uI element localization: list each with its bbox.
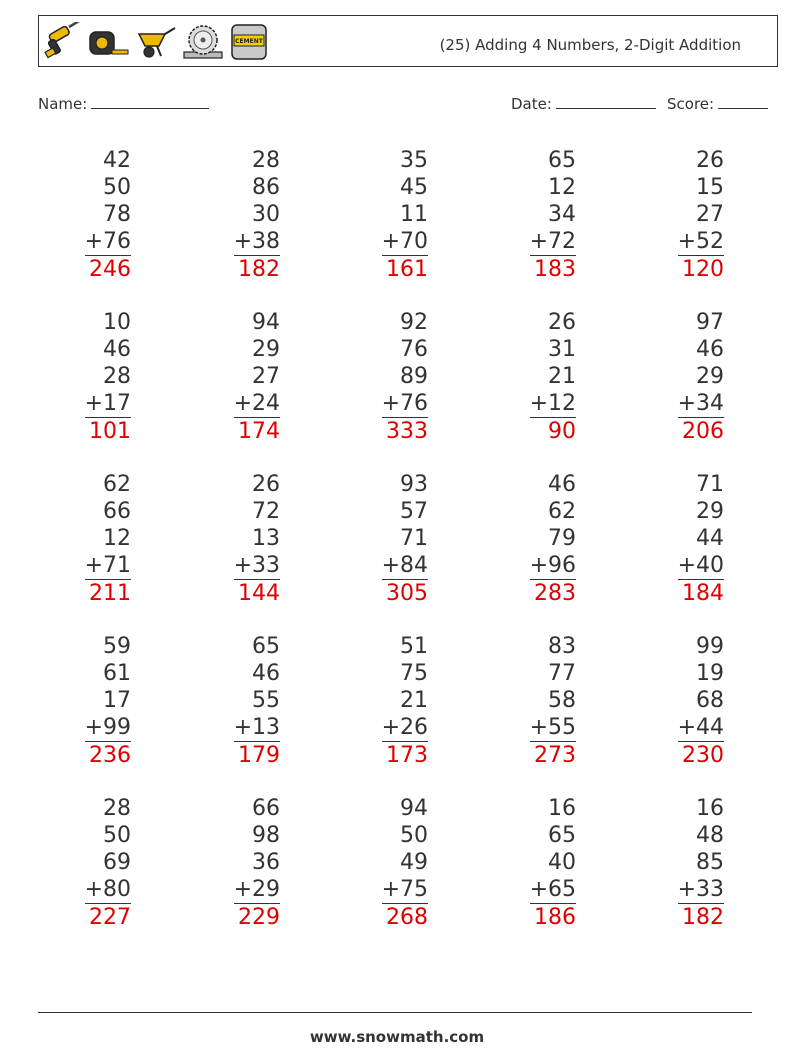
problem-addend: 28 (103, 364, 131, 389)
name-line (91, 94, 209, 109)
problem-addend: 12 (548, 175, 576, 200)
problem-stack (85, 309, 131, 445)
problem-addend: 16 (696, 796, 724, 821)
problem-addend: 97 (696, 310, 724, 335)
problem-answer: 273 (534, 743, 576, 768)
problem-addend: 27 (696, 202, 724, 227)
problem-stack (85, 633, 131, 769)
problem-addend-last: +99 (84, 715, 131, 740)
problem-addend: 89 (400, 364, 428, 389)
problem-addend: 71 (400, 526, 428, 551)
problem-answer: 179 (238, 743, 280, 768)
addition-problem (328, 795, 428, 931)
problem-addend: 94 (400, 796, 428, 821)
problem-addend-last: +13 (233, 715, 280, 740)
problem-stack (530, 471, 576, 607)
addition-problem (328, 633, 428, 769)
cement-bag-icon (229, 22, 269, 62)
saw-blade-icon (182, 22, 224, 60)
footer-site: www.snowmath.com (309, 1028, 485, 1046)
addition-problem (180, 633, 280, 769)
addition-problem (476, 633, 576, 769)
name-field (38, 94, 209, 113)
problem-addend: 66 (103, 499, 131, 524)
addition-problem (31, 471, 131, 607)
problem-answer: 90 (548, 419, 576, 444)
problem-addend: 75 (400, 661, 428, 686)
drill-icon (43, 22, 83, 60)
problem-addend-last: +96 (529, 553, 576, 578)
cement-label: CEMENT (235, 38, 263, 45)
problem-addend: 27 (252, 364, 280, 389)
problem-addend: 35 (400, 148, 428, 173)
problem-addend: 13 (252, 526, 280, 551)
problem-addend-last: +55 (529, 715, 576, 740)
problem-stack (678, 795, 724, 931)
problem-addend-last: +12 (529, 391, 576, 416)
problem-addend: 21 (548, 364, 576, 389)
problem-addend: 29 (252, 337, 280, 362)
problem-answer: 246 (89, 257, 131, 282)
problem-addend: 86 (252, 175, 280, 200)
problem-addend: 50 (400, 823, 428, 848)
problem-addend: 46 (548, 472, 576, 497)
problem-addend: 72 (252, 499, 280, 524)
problem-addend-last: +76 (381, 391, 428, 416)
addition-problem (476, 471, 576, 607)
problem-addend: 76 (400, 337, 428, 362)
problem-answer: 182 (238, 257, 280, 282)
problem-answer: 333 (386, 419, 428, 444)
problem-addend: 36 (252, 850, 280, 875)
problem-addend-last: +52 (677, 229, 724, 254)
problem-addend: 59 (103, 634, 131, 659)
problem-addend: 46 (696, 337, 724, 362)
addition-problem (31, 633, 131, 769)
addition-problem (328, 147, 428, 283)
problem-addend: 28 (252, 148, 280, 173)
problem-stack (382, 795, 428, 931)
problem-addend: 26 (696, 148, 724, 173)
problem-addend-last: +80 (84, 877, 131, 902)
addition-problem (476, 309, 576, 445)
problem-addend-last: +75 (381, 877, 428, 902)
addition-problem (180, 147, 280, 283)
header-box (38, 15, 778, 67)
problem-answer: 101 (89, 419, 131, 444)
problem-addend: 19 (696, 661, 724, 686)
problem-addend-last: +44 (677, 715, 724, 740)
problem-addend: 46 (252, 661, 280, 686)
addition-problem (624, 633, 724, 769)
problem-addend-last: +24 (233, 391, 280, 416)
problem-answer: 161 (386, 257, 428, 282)
problem-answer: 229 (238, 905, 280, 930)
problem-answer: 144 (238, 581, 280, 606)
problem-answer: 182 (682, 905, 724, 930)
problem-addend: 83 (548, 634, 576, 659)
problem-addend: 17 (103, 688, 131, 713)
score-field (667, 94, 768, 113)
problem-answer: 206 (682, 419, 724, 444)
problem-addend: 78 (103, 202, 131, 227)
problem-stack (234, 309, 280, 445)
problem-addend: 26 (548, 310, 576, 335)
problem-addend: 16 (548, 796, 576, 821)
problem-addend: 65 (548, 823, 576, 848)
name-label: Name: (38, 95, 88, 113)
footer-divider (38, 1012, 752, 1013)
problem-addend: 68 (696, 688, 724, 713)
problem-answer: 211 (89, 581, 131, 606)
problem-answer: 186 (534, 905, 576, 930)
problem-addend-last: +38 (233, 229, 280, 254)
problem-addend-last: +70 (381, 229, 428, 254)
problem-addend: 62 (103, 472, 131, 497)
problem-stack (530, 309, 576, 445)
problem-addend: 79 (548, 526, 576, 551)
addition-problem (31, 309, 131, 445)
problem-addend: 62 (548, 499, 576, 524)
problem-addend: 65 (548, 148, 576, 173)
problem-addend: 99 (696, 634, 724, 659)
problem-addend: 45 (400, 175, 428, 200)
problem-stack (234, 147, 280, 283)
problem-addend-last: +29 (233, 877, 280, 902)
problem-addend: 21 (400, 688, 428, 713)
problem-stack (85, 795, 131, 931)
tape-measure-icon (88, 22, 130, 60)
problem-addend-last: +71 (84, 553, 131, 578)
problem-addend: 29 (696, 499, 724, 524)
wheelbarrow-icon (135, 22, 177, 60)
page-title: (25) Adding 4 Numbers, 2-Digit Addition (439, 36, 741, 54)
problem-addend: 31 (548, 337, 576, 362)
addition-problem (624, 795, 724, 931)
problem-addend-last: +65 (529, 877, 576, 902)
score-label: Score: (667, 95, 715, 113)
problem-addend: 11 (400, 202, 428, 227)
problem-answer: 236 (89, 743, 131, 768)
problem-addend: 12 (103, 526, 131, 551)
problem-answer: 173 (386, 743, 428, 768)
problem-addend-last: +26 (381, 715, 428, 740)
problem-stack (382, 471, 428, 607)
problem-addend-last: +40 (677, 553, 724, 578)
problem-stack (85, 471, 131, 607)
problem-stack (678, 309, 724, 445)
problem-answer: 305 (386, 581, 428, 606)
problem-addend-last: +84 (381, 553, 428, 578)
problem-stack (382, 147, 428, 283)
problem-addend: 15 (696, 175, 724, 200)
problem-addend: 29 (696, 364, 724, 389)
problem-stack (530, 795, 576, 931)
addition-problem (476, 795, 576, 931)
problem-addend: 42 (103, 148, 131, 173)
addition-problem (180, 471, 280, 607)
problem-stack (530, 147, 576, 283)
problem-stack (678, 471, 724, 607)
problem-addend: 44 (696, 526, 724, 551)
problem-addend: 66 (252, 796, 280, 821)
problem-addend: 92 (400, 310, 428, 335)
problem-addend: 49 (400, 850, 428, 875)
problem-answer: 183 (534, 257, 576, 282)
problem-addend: 46 (103, 337, 131, 362)
problem-addend: 85 (696, 850, 724, 875)
header-icons (43, 22, 269, 62)
problem-addend: 65 (252, 634, 280, 659)
date-field (511, 94, 656, 113)
problem-stack (85, 147, 131, 283)
problem-answer: 184 (682, 581, 724, 606)
problem-stack (678, 147, 724, 283)
problem-addend-last: +72 (529, 229, 576, 254)
problem-addend: 57 (400, 499, 428, 524)
addition-problem (624, 471, 724, 607)
problem-addend: 71 (696, 472, 724, 497)
addition-problem (476, 147, 576, 283)
problem-addend-last: +33 (677, 877, 724, 902)
problem-addend-last: +34 (677, 391, 724, 416)
addition-problem (31, 795, 131, 931)
problem-stack (382, 633, 428, 769)
problem-addend: 30 (252, 202, 280, 227)
problem-answer: 174 (238, 419, 280, 444)
problem-addend: 28 (103, 796, 131, 821)
problem-addend: 34 (548, 202, 576, 227)
addition-problem (31, 147, 131, 283)
problem-addend: 69 (103, 850, 131, 875)
problem-addend: 48 (696, 823, 724, 848)
problem-stack (530, 633, 576, 769)
problem-answer: 120 (682, 257, 724, 282)
problem-addend: 58 (548, 688, 576, 713)
problem-addend: 51 (400, 634, 428, 659)
problem-addend: 77 (548, 661, 576, 686)
problem-addend: 98 (252, 823, 280, 848)
addition-problem (328, 471, 428, 607)
score-line (718, 94, 768, 109)
problem-stack (234, 633, 280, 769)
date-line (556, 94, 656, 109)
problem-answer: 227 (89, 905, 131, 930)
problem-stack (382, 309, 428, 445)
problem-stack (234, 795, 280, 931)
problem-addend: 10 (103, 310, 131, 335)
problem-addend: 55 (252, 688, 280, 713)
problem-addend: 40 (548, 850, 576, 875)
problem-addend-last: +17 (84, 391, 131, 416)
problem-answer: 283 (534, 581, 576, 606)
problem-addend: 94 (252, 310, 280, 335)
date-label: Date: (511, 95, 552, 113)
addition-problem (180, 795, 280, 931)
problem-addend: 50 (103, 175, 131, 200)
problem-addend: 93 (400, 472, 428, 497)
addition-problem (328, 309, 428, 445)
problem-addend: 50 (103, 823, 131, 848)
addition-problem (180, 309, 280, 445)
problem-addend-last: +76 (84, 229, 131, 254)
problem-addend: 26 (252, 472, 280, 497)
problem-stack (234, 471, 280, 607)
addition-problem (624, 309, 724, 445)
problem-answer: 230 (682, 743, 724, 768)
problem-addend: 61 (103, 661, 131, 686)
problem-stack (678, 633, 724, 769)
addition-problem (624, 147, 724, 283)
problem-answer: 268 (386, 905, 428, 930)
problem-addend-last: +33 (233, 553, 280, 578)
